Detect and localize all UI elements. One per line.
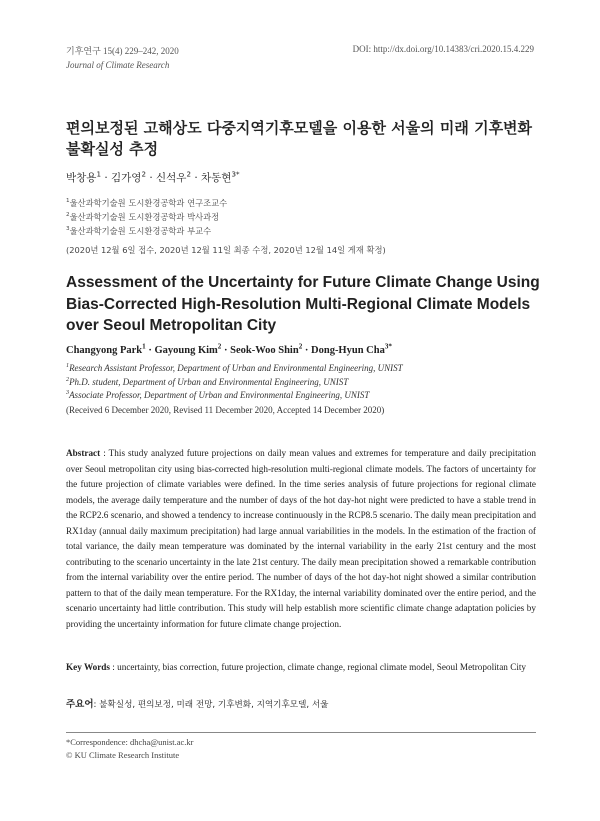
affiliation-text: Ph.D. student, Department of Urban and Environmental Engineering, UNIST — [69, 376, 349, 387]
author-name: Changyong Park — [66, 345, 143, 356]
korean-dates: (2020년 12월 6일 접수, 2020년 12월 11일 최종 수정, 2020년 12월 14일 게재 확정) — [66, 245, 386, 255]
korean-title: 편의보정된 고해상도 다중지역기후모델을 이용한 서울의 미래 기후변화 불확실성 추정 — [66, 119, 533, 158]
abstract-label: Abstract — [66, 448, 101, 458]
affiliation — [66, 362, 403, 376]
journal-name: Journal of Climate Research — [66, 60, 170, 70]
english-affiliations — [66, 362, 403, 403]
author-name: Gayoung Kim — [154, 345, 218, 356]
author-name: 김가영 — [111, 172, 142, 184]
korean-authors: 박창용$^1$ · 김가영$^2$ · 신석우$^2$ · 차동현$^{3*}$ — [66, 169, 240, 184]
footnote — [66, 736, 194, 762]
korean-keywords — [66, 696, 328, 710]
abstract — [66, 446, 536, 633]
affiliation — [66, 376, 403, 390]
english-title: Assessment of the Uncertainty for Future Climate Change Using Bias-Corrected High-Resolution Multi-Regional Climate Models over Seoul Metropolitan City — [66, 274, 540, 334]
doi-link[interactable]: DOI: http://dx.doi.org/10.14383/cri.2020.15.4.229 — [352, 44, 534, 54]
keywords — [66, 660, 536, 675]
copyright: © KU Climate Research Institute — [66, 750, 180, 760]
correspondence[interactable]: *Correspondence: dhcha@unist.ac.kr — [66, 737, 194, 747]
affiliation-mark: 1 — [66, 363, 70, 369]
affiliation-mark: 3 — [66, 226, 70, 233]
affiliation-text: 울산과학기술원 도시환경공학과 연구조교수 — [69, 198, 228, 208]
abstract-text: : This study analyzed future projections on daily mean values and extremes for temperature and daily precipitation over Seoul metropolitan city using bias-corrected high-resolution multi-regional climate models. The factors of uncertainty for the future projection of climate variables were defined. In the time series analysis of future projections for regional climate models, the average daily temperature and the number of days of the hot day-hot night were predicted to have a stable trend in the RCP2.6 scenario, and showed a tendency to increase continuously in the RCP8.5 scenario. The daily mean precipitation and RX1day (annual daily maximum precipitation) had large annual variabilities in the models. In the estimation of the fraction of total variance, the daily mean temperature was dominated by the internal variability in the early 21st century and the most contributing to the scenario uncertainty in the late 21st century. The daily mean precipitation showed a remarkable contribution from the internal variability over the entire period. The number of days of the hot day-hot night showed a similar contribution pattern to that of the daily mean temperature. For the RX1day, the internal variability dominated over the entire period, and the scenario uncertainty had little contribution. This study will help establish more scientific climate change adaptation policies by providing the uncertainty information for future climate change projection. — [66, 448, 536, 630]
affiliation-text: 울산과학기술원 도시환경공학과 박사과정 — [69, 212, 220, 222]
author-mark: 2 — [298, 342, 303, 351]
korean-keywords-label: 주요어 — [66, 699, 94, 710]
author-name: Seok-Woo Shin — [230, 345, 299, 356]
affiliation-text: 울산과학기술원 도시환경공학과 부교수 — [69, 226, 212, 236]
author-name: Dong-Hyun Cha — [311, 345, 385, 356]
keywords-label: Key Words — [66, 662, 110, 672]
korean-affiliations — [66, 196, 227, 238]
affiliation-text: Research Assistant Professor, Department of Urban and Environmental Engineering, UNIST — [69, 363, 403, 373]
author-mark: 2 — [217, 342, 222, 351]
citation: 기후연구 15(4) 229–242, 2020 — [66, 46, 179, 56]
affiliation — [66, 224, 227, 238]
keywords-text: : uncertainty, bias correction, future projection, climate change, regional climate model, Seoul Metropolitan City — [112, 662, 527, 672]
affiliation-mark: 2 — [66, 376, 70, 383]
affiliation — [66, 210, 227, 224]
author-mark: 2 — [186, 169, 191, 179]
footnote-divider — [66, 732, 536, 733]
author-name: 신석우 — [156, 172, 187, 184]
author-mark: 3* — [231, 169, 240, 179]
affiliation-text: Associate Professor, Department of Urban and Environmental Engineering, UNIST — [69, 390, 370, 400]
affiliation-mark: 3 — [66, 390, 70, 396]
affiliation-mark: 2 — [66, 212, 70, 219]
author-mark: 1 — [96, 169, 101, 179]
affiliation-mark: 1 — [66, 198, 70, 205]
korean-keywords-text: : 불확실성, 편의보정, 미래 전망, 기후변화, 지역기후모델, 서울 — [93, 700, 329, 710]
english-dates: (Received 6 December 2020, Revised 11 December 2020, Accepted 14 December 2020) — [66, 405, 385, 415]
author-mark: 3* — [384, 342, 392, 351]
affiliation — [66, 389, 403, 403]
journal-header — [66, 44, 179, 72]
author-mark: 1 — [142, 342, 146, 351]
author-name: 차동현 — [201, 172, 232, 184]
author-name: 박창용 — [66, 172, 97, 184]
affiliation — [66, 196, 227, 210]
author-mark: 2 — [141, 169, 146, 179]
english-authors: Changyong Park$^1$ · Gayoung Kim$^2$ · Seok-Woo Shin$^2$ · Dong-Hyun Cha$^{3*}$ — [66, 342, 392, 356]
